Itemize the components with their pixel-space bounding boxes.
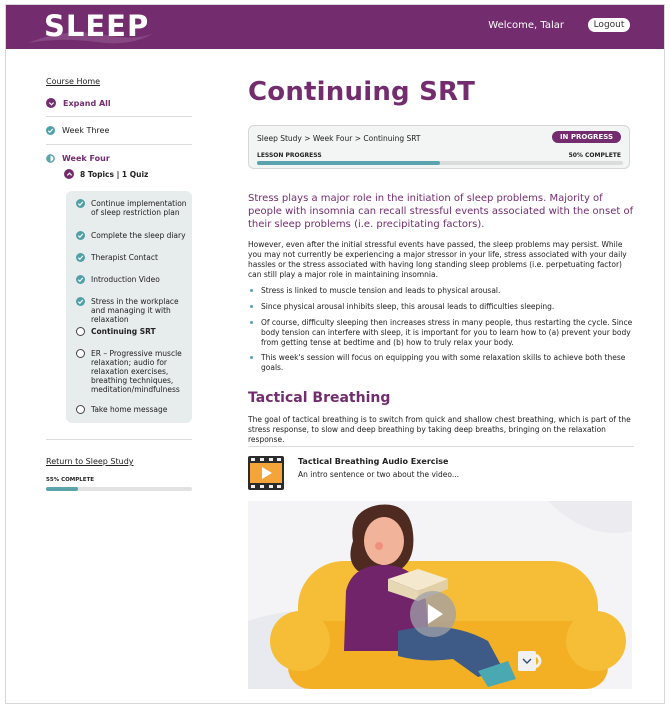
play-button[interactable] bbox=[410, 591, 456, 637]
topic-item-4[interactable] bbox=[76, 275, 188, 284]
topic-label: Take home message bbox=[91, 405, 168, 414]
check-icon bbox=[76, 199, 85, 208]
topics-toggle[interactable] bbox=[64, 169, 148, 179]
expand-all-label: Expand All bbox=[63, 98, 111, 108]
logout-button[interactable]: Logout bbox=[588, 18, 630, 32]
bullet-text: This week's session will focus on equipping you with some relaxation skills to achieve both these goals. bbox=[261, 353, 626, 372]
incomplete-circle-icon bbox=[76, 405, 85, 414]
week-three-label: Week Three bbox=[62, 126, 110, 135]
video-file-icon bbox=[248, 456, 284, 490]
section-title: Tactical Breathing bbox=[248, 390, 391, 406]
bullet-dot-icon bbox=[250, 356, 253, 359]
lesson-progress-fill bbox=[257, 161, 440, 165]
video-player[interactable] bbox=[248, 501, 632, 689]
sidebar-item-week-four[interactable] bbox=[46, 154, 110, 163]
topic-item-5[interactable] bbox=[76, 297, 188, 324]
divider bbox=[46, 144, 192, 145]
bullet-dot-icon bbox=[250, 289, 253, 292]
check-icon bbox=[76, 253, 85, 262]
topic-label: Therapist Contact bbox=[91, 253, 158, 262]
divider bbox=[248, 446, 634, 447]
topic-item-6-current[interactable] bbox=[76, 327, 188, 336]
topic-item-2[interactable] bbox=[76, 231, 188, 240]
incomplete-circle-icon bbox=[76, 327, 85, 336]
divider bbox=[46, 439, 192, 440]
welcome-text: Welcome, Talar bbox=[488, 20, 564, 31]
audio-exercise-item[interactable] bbox=[248, 453, 634, 495]
return-to-course-link[interactable]: Return to Sleep Study bbox=[46, 457, 134, 466]
bullet-dot-icon bbox=[250, 321, 253, 324]
topic-item-8[interactable] bbox=[76, 405, 188, 414]
course-progress-label: 55% COMPLETE bbox=[46, 477, 95, 483]
lesson-progress-label: LESSON PROGRESS bbox=[257, 152, 322, 159]
topic-item-7[interactable] bbox=[76, 349, 188, 394]
topic-label: Stress in the workplace and managing it with relaxation bbox=[91, 297, 179, 324]
top-bar bbox=[6, 5, 664, 49]
incomplete-circle-icon bbox=[76, 349, 85, 358]
media-description: An intro sentence or two about the video... bbox=[298, 470, 459, 479]
bullet-text: Of course, difficulty sleeping then increases stress in many people, thus restarting the cycle. Since body tension can interfere with sleep, it is important for you to learn how to (a) prevent your body from getting tense at bedtime and (b) how to truly relax your body. bbox=[261, 318, 633, 347]
breadcrumb[interactable]: Sleep Study > Week Four > Continuing SRT bbox=[257, 134, 421, 143]
check-icon bbox=[76, 275, 85, 284]
media-title[interactable]: Tactical Breathing Audio Exercise bbox=[298, 457, 449, 466]
topic-label: Complete the sleep diary bbox=[91, 231, 186, 240]
topic-label: Continuing SRT bbox=[91, 327, 156, 336]
course-progress-bar bbox=[46, 487, 192, 491]
bullet-text: Since physical arousal inhibits sleep, this arousal leads to difficulties sleeping. bbox=[261, 302, 555, 311]
topic-label: Introduction Video bbox=[91, 275, 160, 284]
body-paragraph: However, even after the initial stressful events have passed, the sleep problems may persist. While you may not currently be experiencing a major stressor in your life, stress associated with your daily hassles or the stress associated with having long standing sleep problems (i.e. perpetuating factor) can still play a major role in maintaining insomnia. bbox=[248, 240, 627, 279]
lesson-status-card bbox=[248, 125, 630, 169]
section-text: The goal of tactical breathing is to switch from quick and shallow chest breathing, which is part of the stress response, to slow and deep breathing by taking deep breaths, bringing on the relaxation response. bbox=[248, 415, 631, 444]
page-title: Continuing SRT bbox=[248, 77, 476, 107]
topic-item-3[interactable] bbox=[76, 253, 188, 262]
bullet-text: Stress is linked to muscle tension and leads to physical arousal. bbox=[261, 286, 501, 295]
status-badge: IN PROGRESS bbox=[552, 131, 621, 143]
partial-progress-icon bbox=[46, 154, 55, 163]
chevron-down-icon bbox=[46, 98, 56, 108]
lesson-progress-bar bbox=[257, 161, 623, 165]
sidebar-item-week-three[interactable] bbox=[46, 126, 109, 135]
check-icon bbox=[76, 297, 85, 306]
divider bbox=[46, 116, 192, 117]
expand-all-toggle[interactable] bbox=[46, 98, 111, 108]
logo[interactable]: SLEEP bbox=[44, 9, 150, 43]
chevron-up-icon bbox=[64, 169, 74, 179]
check-icon bbox=[46, 126, 55, 135]
lesson-progress-percent: 50% COMPLETE bbox=[568, 152, 621, 159]
course-home-link[interactable]: Course Home bbox=[46, 77, 101, 86]
course-progress-fill bbox=[46, 487, 78, 491]
play-icon bbox=[410, 591, 456, 637]
intro-text: Stress plays a major role in the initiation of sleep problems. Majority of people with insomnia can recall stressful events associated with the onset of their sleep problems (i.e. precipitating factors). bbox=[248, 193, 634, 230]
topics-list bbox=[66, 191, 192, 423]
bullet-dot-icon bbox=[250, 305, 253, 308]
topic-label: Continue implementation of sleep restriction plan bbox=[91, 199, 187, 217]
topic-item-1[interactable] bbox=[76, 199, 188, 217]
topics-count: 8 Topics | 1 Quiz bbox=[80, 169, 149, 179]
topic-label: ER – Progressive muscle relaxation; audio for relaxation exercises, breathing techniques, meditation/mindfulness bbox=[91, 349, 182, 394]
week-four-label: Week Four bbox=[62, 154, 110, 163]
check-icon bbox=[76, 231, 85, 240]
app-window bbox=[5, 4, 665, 704]
